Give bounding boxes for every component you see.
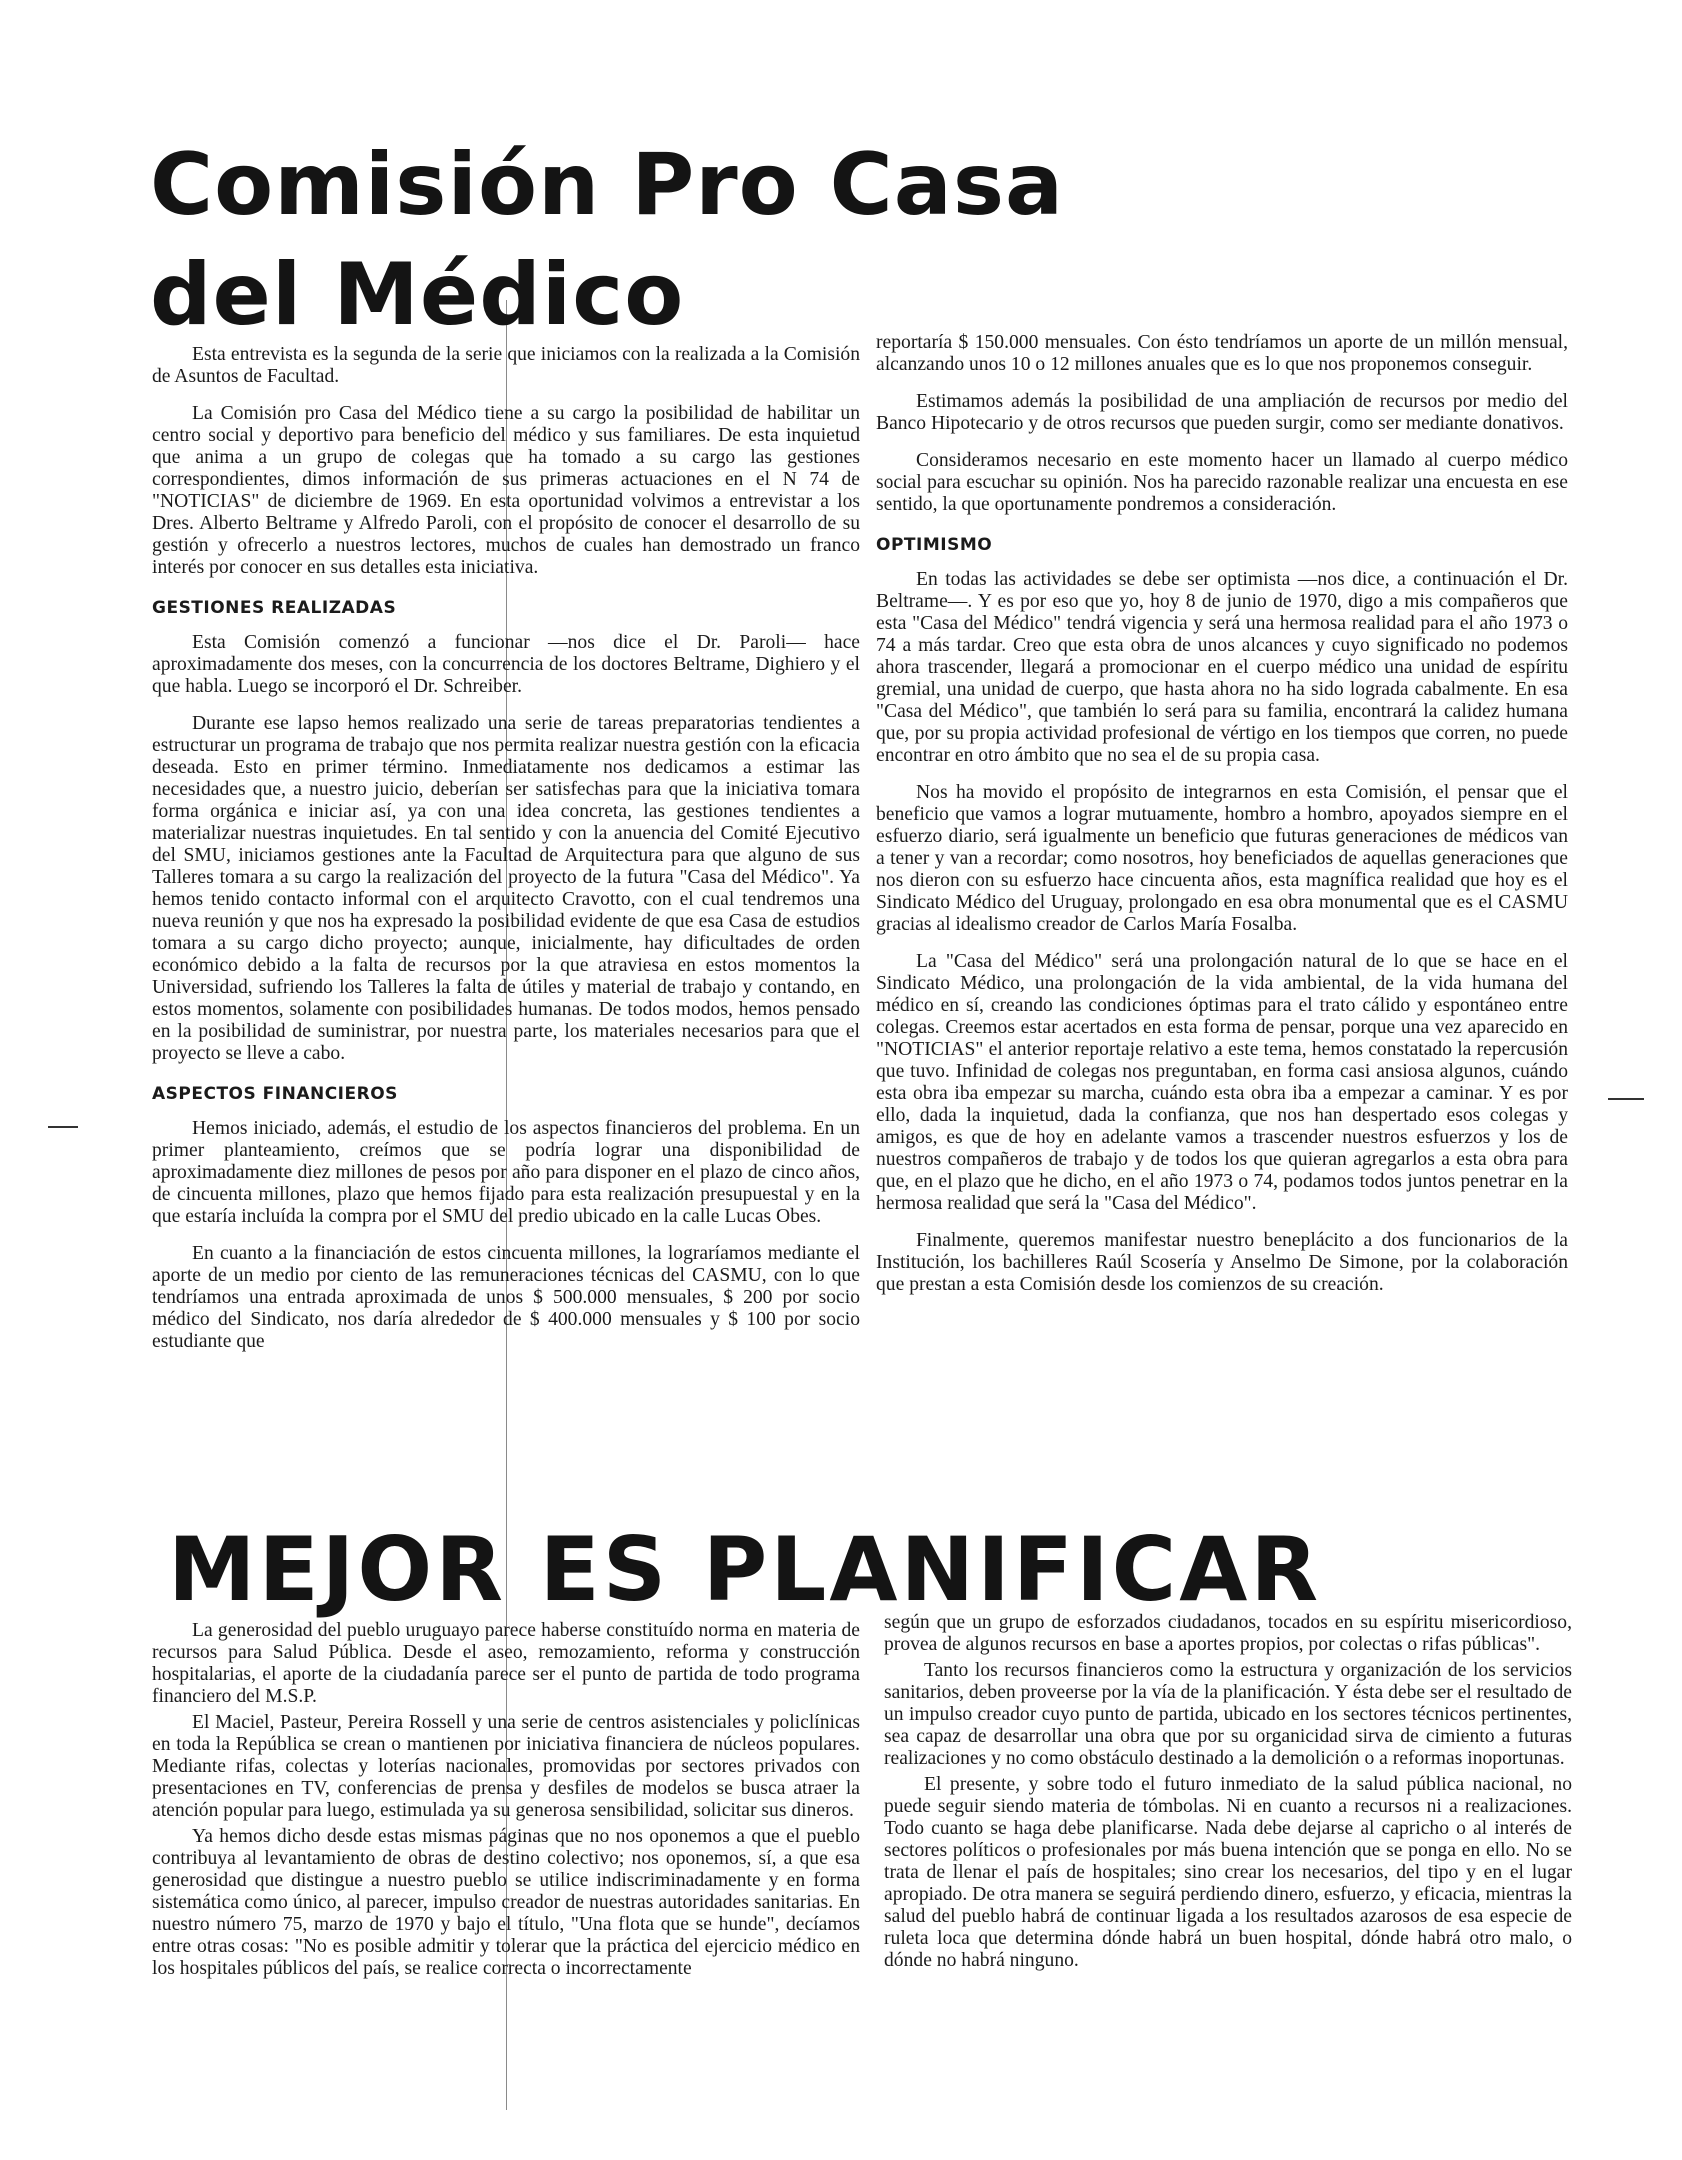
article-title	[150, 130, 1064, 350]
paragraph: La "Casa del Médico" será una prolongación natural de lo que se hace en el Sindicato Médico, una prolongación de la vida ambiental, de la vida humana del médico en sí, creando las condiciones óptimas para el trato cálido y espontáneo entre colegas. Creemos estar acertados en esta forma de pensar, porque una vez aparecido en "NOTICIAS" el anterior reportaje relativo a este tema, hemos constatado la repercusión que tuvo. Infinidad de colegas nos preguntaban, en forma casi ansiosa algunos, cuándo esta obra iba empezar su marcha, cuándo esta obra iba a empezar a caminar. Y es por ello, dada la inquietud, dada la confianza, que nos han despertado esos colegas y amigos, es que de hoy en adelante vamos a trascender nuestros esfuerzos y los de nuestros compañeros de trabajo y de todos los que quieran agregarlos a esta obra para que, en el plazo que he dicho, en el año 1973 o 74, podamos todos juntos penetrar en la hermosa realidad que será la "Casa del Médico".	[876, 951, 1568, 1214]
paragraph: Esta entrevista es la segunda de la serie que iniciamos con la realizada a la Comisión de Asuntos de Facultad.	[152, 344, 860, 387]
paragraph: Tanto los recursos financieros como la estructura y organización de los servicios sanitarios, deben proveerse por la vía de la planificación. Y ésta debe ser el resultado de un impulso creador cuyo punto de partida, ubicado en los sectores técnicos pertinentes, sea capaz de desarrollar una obra que por su organicidad sirva de cimiento a futuras realizaciones y no como obstáculo destinado a la demolición o a reformas inoportunas.	[884, 1660, 1572, 1769]
scan-mark	[48, 1126, 78, 1128]
paragraph: según que un grupo de esforzados ciudadanos, tocados en su espíritu misericordioso, provea de algunos recursos en base a aportes propios, por colectas o rifas públicas".	[884, 1612, 1572, 1655]
paragraph: Hemos iniciado, además, el estudio de los aspectos financieros del problema. En un primer planteamiento, creímos que se podría lograr una disponibilidad de aproximadamente diez millones de pesos por año para disponer en el plazo de cinco años, de cincuenta millones, plazo que hemos fijado para esta realización presupuestal y en la que estaría incluída la compra por el SMU del predio ubicado en la calle Lucas Obes.	[152, 1118, 860, 1227]
paragraph: La Comisión pro Casa del Médico tiene a su cargo la posibilidad de habilitar un centro social y deportivo para beneficio del médico y sus familiares. De esta inquietud que anima a un grupo de colegas que ha tomado a su cargo las gestiones correspondientes, dimos información de sus primeras actuaciones en el N 74 de "NOTICIAS" de diciembre de 1969. En esta oportunidad volvimos a entrevistar a los Dres. Alberto Beltrame y Alfredo Paroli, con el propósito de conocer el desarrollo de su gestión y ofrecerlo a nuestros lectores, muchos de cuales han demostrado un franco interés por conocer en sus detalles esta iniciativa.	[152, 403, 860, 578]
title-line-2: del Médico	[150, 245, 685, 345]
paragraph: reportaría $ 150.000 mensuales. Con ésto tendríamos un aporte de un millón mensual, alcanzando unos 10 o 12 millones anuales que es lo que nos proponemos conseguir.	[876, 332, 1568, 375]
paragraph: Consideramos necesario en este momento hacer un llamado al cuerpo médico social para escuchar su opinión. Nos ha parecido razonable realizar una encuesta en ese sentido, la que oportunamente pondremos a consideración.	[876, 450, 1568, 515]
paragraph: Ya hemos dicho desde estas mismas páginas que no nos oponemos a que el pueblo contribuya al levantamiento de obras de destino colectivo; nos oponemos, sí, a que esa generosidad que distingue a nuestro pueblo se utilice indiscriminadamente y en forma sistemática como único, al parecer, impulso creador de nuestras autoridades sanitarias. En nuestro número 75, marzo de 1970 y bajo el título, "Una flota que se hunde", decíamos entre otras cosas: "No es posible admitir y tolerar que la práctica del ejercicio médico en los hospitales públicos del país, se realice correcta o incorrectamente	[152, 1826, 860, 1979]
paragraph: El presente, y sobre todo el futuro inmediato de la salud pública nacional, no puede seguir siendo materia de tómbolas. Ni en cuanto a recursos ni a realizaciones. Todo cuanto se haga debe planificarse. Nada debe dejarse al capricho o al interés de sectores políticos o profesionales por más buena intención que se ponga en ello. No se trata de llenar el país de hospitales; sino crear los necesarios, del tipo y en el lugar apropiado. De otra manera se seguirá perdiendo dinero, esfuerzo, y eficacia, mientras la salud del pueblo habrá de continuar ligada a los resultados azarosos de esa especie de ruleta loca que determina dónde habrá un buen hospital, dónde habrá otro malo, o dónde no habrá ninguno.	[884, 1774, 1572, 1971]
article2-title: MEJOR ES PLANIFICAR	[168, 1518, 1322, 1621]
paragraph: Finalmente, queremos manifestar nuestro beneplácito a dos funcionarios de la Institución, los bachilleres Raúl Scosería y Anselmo De Simone, por la colaboración que prestan a esta Comisión desde los comienzos de su creación.	[876, 1230, 1568, 1295]
section-heading: GESTIONES REALIZADAS	[152, 598, 397, 618]
section-heading: ASPECTOS FINANCIEROS	[152, 1084, 398, 1104]
article2-column-right	[884, 1612, 1572, 1976]
article2-column-left	[152, 1620, 860, 1984]
article1-column-right	[876, 332, 1568, 1311]
paragraph: Esta Comisión comenzó a funcionar —nos dice el Dr. Paroli— hace aproximadamente dos meses, con la concurrencia de los doctores Beltrame, Dighiero y el que habla. Luego se incorporó el Dr. Schreiber.	[152, 632, 860, 697]
paragraph: Nos ha movido el propósito de integrarnos en esta Comisión, el pensar que el beneficio que vamos a lograr mutuamente, hombro a hombro, apoyados siempre en el esfuerzo diario, será igualmente un beneficio que futuras generaciones de médicos van a tener y van a recordar; como nosotros, hoy beneficiados de aquellas generaciones que nos dieron con su esfuerzo hace cincuenta años, esta magnífica realidad que hoy es el Sindicato Médico del Uruguay, prolongado en esa obra monumental que es el CASMU gracias al idealismo creador de Carlos María Fosalba.	[876, 782, 1568, 935]
paragraph: Durante ese lapso hemos realizado una serie de tareas preparatorias tendientes a estructurar un programa de trabajo que nos permita realizar nuestra gestión con la eficacia deseada. Esto en primer término. Inmediatamente nos dedicamos a estimar las necesidades que, a nuestro juicio, deberían ser satisfechas para que la iniciativa tomara forma orgánica e iniciar así, ya con una idea concreta, las gestiones tendientes a materializar nuestras inquietudes. En tal sentido y con la anuencia del Comité Ejecutivo del SMU, iniciamos gestiones ante la Facultad de Arquitectura para que alguno de sus Talleres tomara a su cargo la realización del proyecto de la futura "Casa del Médico". Ya hemos tenido contacto informal con el arquitecto Cravotto, con el cual tendremos una nueva reunión y que nos ha expresado la posibilidad evidente de que esa Casa de estudios tomara a su cargo dicho proyecto; aunque, inicialmente, hay dificultades de orden económico debido a la falta de recursos por la que atraviesa en estos momentos la Universidad, sufriendo los Talleres la falta de útiles y material de trabajo y contando, en estos momentos, solamente con posibilidades humanas. De todos modos, hemos pensado en la posibilidad de suministrar, por nuestra parte, los materiales necesarios para que el proyecto se lleve a cabo.	[152, 713, 860, 1064]
paragraph: Estimamos además la posibilidad de una ampliación de recursos por medio del Banco Hipotecario y de otros recursos que pueden surgir, como ser mediante donativos.	[876, 391, 1568, 434]
article1-column-left	[152, 344, 860, 1368]
section-heading: OPTIMISMO	[876, 535, 993, 555]
paragraph: El Maciel, Pasteur, Pereira Rossell y una serie de centros asistenciales y policlínicas en toda la República se crean o mantienen por iniciativa financiera de núcleos populares. Mediante rifas, colectas y loterías nacionales, promovidas por sectores privados con presentaciones en TV, conferencias de prensa y desfiles de modelos se busca atraer la atención popular para luego, estimulada ya su generosa sensibilidad, solicitar sus dineros.	[152, 1712, 860, 1821]
paragraph: En todas las actividades se debe ser optimista —nos dice, a continuación el Dr. Beltrame—. Y es por eso que yo, hoy 8 de junio de 1970, digo a mis compañeros que esta "Casa del Médico" tendrá vigencia y será una hermosa realidad para el año 1973 o 74 a más tardar. Creo que esta obra de unos alcances y cuyo significado no podemos ahora trascender, llegará a promocionar en el cuerpo médico una unidad de espíritu gremial, una unidad de cuerpo, que hasta ahora no ha sido lograda cabalmente. En esa "Casa del Médico", que también lo será para su familia, encontrará la calidez humana que, por su propia actividad profesional de vértigo en los tiempos que corren, no puede encontrar en otro ámbito que no sea el de su propia casa.	[876, 569, 1568, 766]
paragraph: La generosidad del pueblo uruguayo parece haberse constituído norma en materia de recursos para Salud Pública. Desde el aseo, remozamiento, reforma y construcción hospitalarias, el aporte de la ciudadanía parece ser el punto de partida de todo programa financiero del M.S.P.	[152, 1620, 860, 1707]
scan-mark	[1608, 1098, 1644, 1100]
title-line-1: Comisión Pro Casa	[150, 135, 1065, 235]
paragraph: En cuanto a la financiación de estos cincuenta millones, la lograríamos mediante el aporte de un medio por ciento de las remuneraciones técnicas del CASMU, con lo que tendríamos una entrada aproximada de unos $ 500.000 mensuales, $ 200 por socio médico del Sindicato, nos daría alrededor de $ 400.000 mensuales y $ 100 por socio estudiante que	[152, 1243, 860, 1352]
